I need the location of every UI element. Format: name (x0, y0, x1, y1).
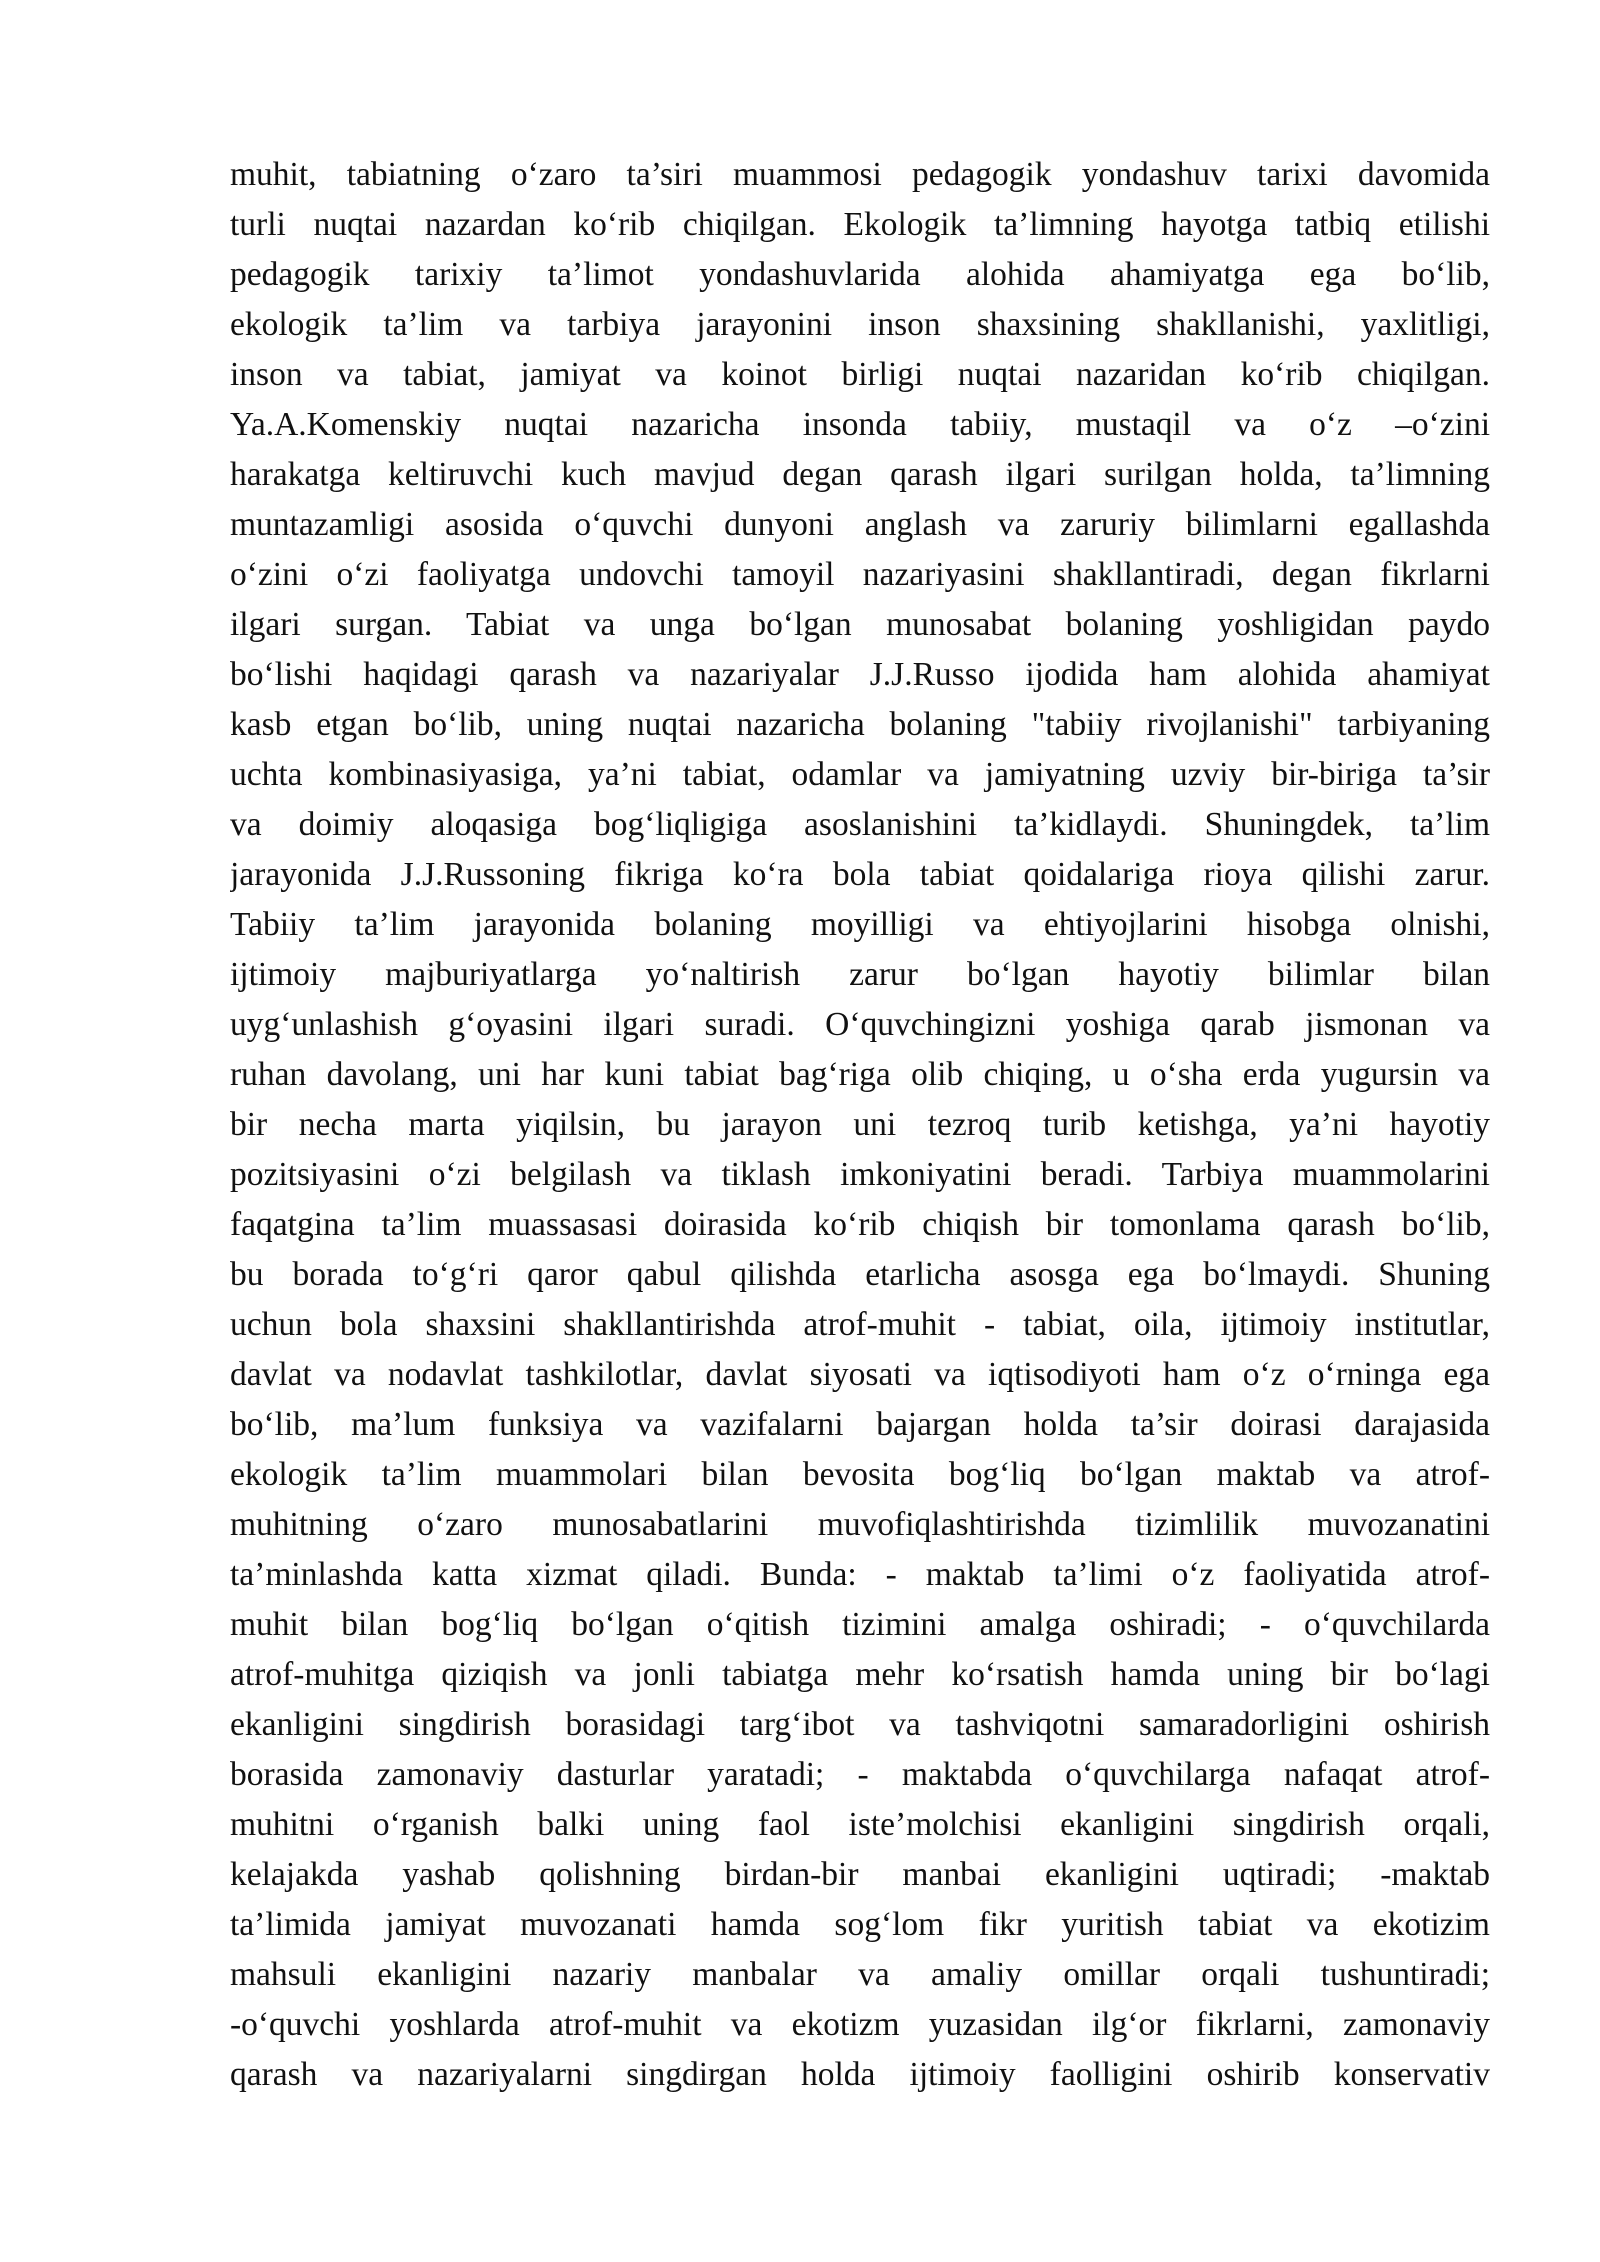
text-line: ijtimoiy majburiyatlarga yo‘naltirish zarur bo‘lgan hayotiy bilimlar bilan (230, 956, 1490, 993)
text-line: davlat va nodavlat tashkilotlar, davlat siyosati va iqtisodiyoti ham o‘z o‘rninga ega (230, 1356, 1490, 1393)
text-line: ekologik ta’lim muammolari bilan bevosita bog‘liq bo‘lgan maktab va atrof- (230, 1456, 1490, 1493)
text-line: Ya.A.Komenskiy nuqtai nazaricha insonda tabiiy, mustaqil va o‘z –o‘zini (230, 406, 1490, 443)
text-line: uchta kombinasiyasiga, ya’ni tabiat, odamlar va jamiyatning uzviy bir-biriga ta’sir (230, 756, 1490, 793)
text-line: bo‘lib, ma’lum funksiya va vazifalarni bajargan holda ta’sir doirasi darajasida (230, 1406, 1490, 1443)
text-line: muhit bilan bog‘liq bo‘lgan o‘qitish tizimini amalga oshiradi; - o‘quvchilarda (230, 1606, 1490, 1643)
text-line: ta’limida jamiyat muvozanati hamda sog‘lom fikr yuritish tabiat va ekotizim (230, 1906, 1490, 1943)
text-line: kasb etgan bo‘lib, uning nuqtai nazaricha bolaning "tabiiy rivojlanishi" tarbiyaning (230, 706, 1490, 743)
text-line: ilgari surgan. Tabiat va unga bo‘lgan munosabat bolaning yoshligidan paydo (230, 606, 1490, 643)
text-line: va doimiy aloqasiga bog‘liqligiga asoslanishini ta’kidlaydi. Shuningdek, ta’lim (230, 806, 1490, 843)
text-line: turli nuqtai nazardan ko‘rib chiqilgan. Ekologik ta’limning hayotga tatbiq etilishi (230, 206, 1490, 243)
text-line: borasida zamonaviy dasturlar yaratadi; - maktabda o‘quvchilarga nafaqat atrof- (230, 1756, 1490, 1793)
text-line: bu borada to‘g‘ri qaror qabul qilishda etarlicha asosga ega bo‘lmaydi. Shuning (230, 1256, 1490, 1293)
text-line: muntazamligi asosida o‘quvchi dunyoni anglash va zaruriy bilimlarni egallashda (230, 506, 1490, 543)
text-line: o‘zini o‘zi faoliyatga undovchi tamoyil nazariyasini shakllantiradi, degan fikrlarni (230, 556, 1490, 593)
text-line: muhit, tabiatning o‘zaro ta’siri muammosi pedagogik yondashuv tarixi davomida (230, 156, 1490, 193)
text-line: kelajakda yashab qolishning birdan-bir manbai ekanligini uqtiradi; -maktab (230, 1856, 1490, 1893)
text-line: harakatga keltiruvchi kuch mavjud degan qarash ilgari surilgan holda, ta’limning (230, 456, 1490, 493)
text-line: bir necha marta yiqilsin, bu jarayon uni tezroq turib ketishga, ya’ni hayotiy (230, 1106, 1490, 1143)
body-text (230, 150, 1490, 2100)
text-line: jarayonida J.J.Russoning fikriga ko‘ra bola tabiat qoidalariga rioya qilishi zarur. (230, 856, 1490, 893)
text-line: pozitsiyasini o‘zi belgilash va tiklash imkoniyatini beradi. Tarbiya muammolarini (230, 1156, 1490, 1193)
text-line: muhitni o‘rganish balki uning faol iste’molchisi ekanligini singdirish orqali, (230, 1806, 1490, 1843)
text-line: muhitning o‘zaro munosabatlarini muvofiqlashtirishda tizimlilik muvozanatini (230, 1506, 1490, 1543)
text-line: faqatgina ta’lim muassasasi doirasida ko‘rib chiqish bir tomonlama qarash bo‘lib, (230, 1206, 1490, 1243)
text-line: uyg‘unlashish g‘oyasini ilgari suradi. O‘quvchingizni yoshiga qarab jismonan va (230, 1006, 1490, 1043)
text-line: ekologik ta’lim va tarbiya jarayonini inson shaxsining shakllanishi, yaxlitligi, (230, 306, 1490, 343)
text-line: -o‘quvchi yoshlarda atrof-muhit va ekotizm yuzasidan ilg‘or fikrlarni, zamonaviy (230, 2006, 1490, 2043)
text-line: atrof-muhitga qiziqish va jonli tabiatga mehr ko‘rsatish hamda uning bir bo‘lagi (230, 1656, 1490, 1693)
text-line: uchun bola shaxsini shakllantirishda atrof-muhit - tabiat, oila, ijtimoiy institutlar, (230, 1306, 1490, 1343)
text-line: mahsuli ekanligini nazariy manbalar va amaliy omillar orqali tushuntiradi; (230, 1956, 1490, 1993)
text-line: ruhan davolang, uni har kuni tabiat bag‘riga olib chiqing, u o‘sha erda yugursin va (230, 1056, 1490, 1093)
text-line: pedagogik tarixiy ta’limot yondashuvlarida alohida ahamiyatga ega bo‘lib, (230, 256, 1490, 293)
text-line: Tabiiy ta’lim jarayonida bolaning moyilligi va ehtiyojlarini hisobga olnishi, (230, 906, 1490, 943)
text-line: ekanligini singdirish borasidagi targ‘ibot va tashviqotni samaradorligini oshirish (230, 1706, 1490, 1743)
text-line: qarash va nazariyalarni singdirgan holda ijtimoiy faolligini oshirib konservativ (230, 2056, 1490, 2093)
text-line: bo‘lishi haqidagi qarash va nazariyalar J.J.Russo ijodida ham alohida ahamiyat (230, 656, 1490, 693)
text-line: inson va tabiat, jamiyat va koinot birligi nuqtai nazaridan ko‘rib chiqilgan. (230, 356, 1490, 393)
text-line: ta’minlashda katta xizmat qiladi. Bunda: - maktab ta’limi o‘z faoliyatida atrof- (230, 1556, 1490, 1593)
